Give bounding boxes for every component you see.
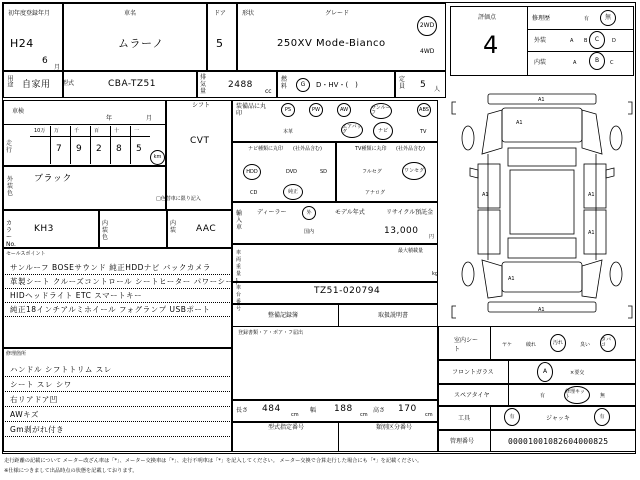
diagram-mark-4: A1 (482, 192, 489, 198)
exterior-circle-text: C (594, 36, 600, 43)
first-reg-label: 初年度登録年月 (8, 10, 51, 17)
diagram-wheel-fr (610, 126, 622, 150)
navi-hdd (243, 164, 261, 180)
sales-line: 革製シート クルーズコントロール シートヒーター パワーシート (10, 277, 242, 286)
seat-tobacco-circle (600, 334, 616, 352)
dealer-label: ディーラー (257, 209, 287, 216)
navi-oem (283, 184, 303, 200)
car-name-value: ムラーノ (118, 37, 164, 50)
recycle-yen: 円 (429, 234, 435, 240)
km-text: km (153, 154, 162, 160)
tools-circle (504, 408, 520, 426)
usage-value: 自家用 (22, 80, 51, 90)
diagram-wheel-rr (610, 262, 622, 286)
sales-rule (3, 302, 232, 303)
doors-label: ドア (214, 10, 226, 17)
doors-value: 5 (216, 37, 224, 50)
drive-2wd-circle (417, 16, 437, 36)
digit-header: 万 (54, 128, 60, 134)
equip-tv: TV (420, 129, 427, 135)
repair-label: 修理歴 (532, 15, 551, 22)
sales-label: セールスポイント (6, 251, 46, 257)
chassis-label: 車台番号 (236, 285, 242, 312)
seat-opt-2: 破れ (526, 342, 537, 348)
tv-oneseg (402, 162, 426, 180)
max-load-label: 最大積載量 (398, 248, 424, 254)
grade-row1 (527, 29, 634, 30)
color-no-value: KH3 (34, 224, 54, 234)
spare-kit-circle (564, 386, 590, 404)
interior-color-label: 内装色 (102, 220, 109, 241)
class-label: 類別区分番号 (376, 424, 413, 431)
digit-value: 8 (116, 144, 123, 154)
usage-label: 用途 (6, 75, 13, 87)
equip-aw-text: AW (339, 106, 349, 113)
mgmt-value: 00001001082604000825 (508, 437, 609, 446)
equip-sunroof-text: サンルーフ (371, 105, 391, 116)
grade-value: 250XV Mode-Bianco (277, 38, 386, 49)
spare-label: スペアタイヤ (454, 392, 490, 399)
spare-yes: 有 (540, 393, 546, 399)
diagram-front-doors-right (584, 164, 606, 208)
fuel-label: 燃料 (281, 76, 288, 90)
defect-rule (3, 406, 232, 407)
repair-yes: 有 (584, 16, 590, 22)
digit-header: 10万 (34, 128, 46, 134)
diagram-front-fenders (482, 110, 602, 154)
digit-header: 一 (134, 128, 140, 134)
seat-divider (490, 326, 491, 360)
width-label: 幅 (310, 407, 317, 414)
equip-leather: 本革 (283, 129, 294, 135)
first-reg-year: H24 (10, 37, 34, 50)
equip-abs (417, 103, 431, 117)
equip-pw (309, 103, 323, 117)
capacity-unit: 人 (434, 86, 441, 93)
shift-label: シフト (192, 102, 211, 109)
jack-circle-text: 有 (599, 413, 605, 420)
seat-tobacco-text: タバコ (601, 337, 611, 348)
exterior-d: D (612, 38, 616, 44)
length-value: 484 (262, 404, 281, 414)
sales-rule (3, 274, 232, 275)
recycle-label: リサイクル預託金 (386, 209, 434, 216)
reg-docs-label: 登録書類・ア・ボア・フ届出 (238, 330, 304, 336)
trim-value: AAC (196, 224, 217, 234)
first-reg-month: 6 (42, 56, 49, 66)
width-unit: cm (360, 412, 368, 418)
color-block (3, 166, 166, 210)
exterior-label: 外装 (534, 37, 547, 44)
equip-ps (281, 103, 295, 117)
service-hr (232, 326, 438, 327)
mgmt-label: 管理番号 (450, 438, 475, 445)
seat-dirty-circle (550, 334, 566, 352)
defect-rule (3, 421, 232, 422)
import-label: 輸入車 (236, 210, 243, 231)
interior-c: C (610, 60, 614, 66)
height-value: 170 (398, 404, 417, 414)
repair-no-circle (600, 10, 616, 26)
tools-circle-text: 有 (509, 413, 515, 420)
diagram-rear-window (508, 238, 576, 258)
defect-rule (3, 376, 232, 377)
fuel-gas-circle (296, 78, 310, 92)
windshield-a-circle (537, 362, 553, 382)
sales-line: 純正18インチアルミホイール フォグランプ USBポート (10, 305, 211, 314)
digit-divider (130, 126, 131, 164)
diagram-front-doors-left (478, 164, 500, 208)
tv-sub: (社外品含む) (396, 146, 425, 152)
windshield-label: フロントガラス (452, 369, 494, 376)
digit-value: 7 (56, 144, 63, 154)
length-unit: cm (291, 412, 299, 418)
mileage-block (3, 100, 166, 166)
displacement-label: 排気量 (200, 74, 207, 95)
inspection-year-unit: 年 (106, 115, 113, 122)
service-label: 整備記録簿 (268, 312, 299, 319)
digit-divider (70, 126, 71, 164)
tools-label: 工具 (458, 415, 471, 422)
diagram-rear-doors-left (478, 210, 500, 254)
equip-abs-text: ABS (419, 106, 429, 113)
car-diagram (448, 84, 636, 324)
exterior-a: A (570, 38, 574, 44)
equip-navi (373, 122, 393, 140)
shift-value: CVT (190, 136, 210, 146)
score-label: 評価点 (478, 14, 497, 21)
displacement-value: 2488 (228, 80, 253, 90)
diagram-mark-3: A1 (516, 120, 523, 126)
digit-divider (110, 126, 111, 164)
service-divider (338, 304, 339, 326)
navi-cd: CD (250, 190, 258, 196)
sales-line: サンルーフ BOSEサウンド 純正HDDナビ バックカメラ (10, 263, 211, 272)
mileage-section-label: 走行 (6, 140, 13, 154)
jack-label: ジャッキ (546, 415, 570, 422)
windshield-a-text: A (542, 368, 548, 375)
navi-dvd: DVD (286, 169, 298, 175)
defect-line: シート スレ シワ (10, 380, 72, 389)
model-year-label: モデル年式 (335, 209, 365, 216)
equip-sunroof (370, 103, 392, 119)
seat-label: 室内シート (454, 337, 479, 353)
sales-rule (3, 316, 232, 317)
form-label: 型式指定番号 (268, 424, 305, 431)
exterior-b: B (584, 38, 588, 44)
color-value: ブラック (34, 174, 72, 184)
mileage-divider (3, 124, 166, 125)
shape-label: 形状 (242, 10, 255, 17)
navi-oem-text: 純正 (287, 188, 298, 195)
equip-navi-text: ナビ (377, 127, 388, 134)
seat-opt-4: 臭い (580, 342, 591, 348)
recycle-amount: 13,000 (384, 226, 419, 236)
car-name-label: 車名 (124, 10, 137, 17)
interior-a: A (573, 60, 577, 66)
mgmt-divider (490, 430, 491, 452)
defect-label: 修理箇所 (6, 351, 27, 357)
height-label: 高さ (373, 407, 386, 414)
cc-label: cc (265, 88, 272, 95)
diagram-wheel-fl (462, 126, 474, 150)
footer-line1: 走行距離の記載について メーター改ざん車は「*」、メーター交換車は「*」、走行不明車は「*」を記入してください。 メーター交換で合算走行した場合にも「*」を記載ください。 (4, 458, 423, 464)
digit-header: 千 (74, 128, 80, 134)
diagram-roof (510, 170, 574, 234)
digit-header: 百 (94, 128, 100, 134)
drive-4wd-label: 4WD (420, 48, 435, 55)
first-reg-month-unit: 月 (54, 64, 61, 71)
exterior-circle (589, 31, 605, 49)
diagram-windshield (508, 148, 576, 166)
defect-line: ハンドル シフトトリム スレ (10, 365, 112, 374)
tv-label: TV種類に丸印 (355, 146, 387, 152)
defect-line: 右リアドア凹 (10, 395, 58, 404)
width-value: 188 (334, 404, 353, 414)
tv-analog: アナログ (365, 190, 386, 196)
spare-no: 無 (600, 393, 606, 399)
fuel-gas-text: G (300, 81, 306, 88)
inspection-month-unit: 月 (146, 115, 153, 122)
dealer-circle (302, 206, 316, 220)
equipment-label: 装備品に丸印 (236, 103, 267, 117)
height-unit: cm (425, 412, 433, 418)
diagram-side-mirrors (470, 168, 614, 178)
diagram-mark-1: A1 (538, 97, 545, 103)
defect-line: Gm剥がれ付き (10, 425, 65, 434)
equip-ps-text: PS (284, 106, 292, 113)
navi-sub: (社外品含む) (293, 146, 322, 152)
windshield-opt-2: ×要交 (570, 370, 585, 376)
tv-fullseg: フルセグ (362, 169, 382, 175)
digit-header-rule (30, 136, 150, 137)
digit-divider (50, 126, 51, 164)
km-circle (150, 150, 165, 165)
diagram-mark-5: A1 (588, 192, 595, 198)
navi-label: ナビ種類に丸印 (248, 146, 284, 152)
diagram-wheel-rl (462, 262, 474, 286)
equip-pw-text: PW (312, 106, 320, 113)
grade-row2 (527, 51, 634, 52)
digit-value: 9 (76, 144, 83, 154)
interior-circle-text: B (594, 57, 600, 64)
model-label: 型式 (62, 80, 75, 87)
dealer-domestic: 国内 (304, 229, 315, 235)
diagram-mark-2: A1 (538, 307, 545, 313)
tv-oneseg-text: ワンセグ (403, 167, 424, 174)
capacity-value: 5 (420, 80, 427, 90)
defect-line: AWキズ (10, 410, 39, 419)
digit-value: 5 (136, 144, 143, 154)
chassis-no: TZ51-020794 (314, 286, 381, 296)
defect-rule (3, 436, 232, 437)
max-load-unit: kg (432, 271, 439, 277)
color-label: 外装色 (7, 176, 14, 197)
windshield-divider (508, 360, 509, 384)
interior-label: 内装 (534, 59, 547, 66)
diagram-mark-6: A1 (588, 230, 595, 236)
spare-kit-text: 修理キット (565, 389, 585, 400)
digit-divider (90, 126, 91, 164)
capacity-label: 定員 (399, 76, 406, 90)
seat-opt-1: ヤケ (502, 342, 513, 348)
shift-cell (166, 100, 232, 210)
length-label: 長さ (236, 407, 249, 414)
equip-aw (337, 103, 351, 117)
defect-rule (3, 391, 232, 392)
diagram-hood (502, 108, 582, 142)
grade-label: グレード (325, 10, 350, 17)
tools-divider (490, 406, 491, 430)
fuel-options: D・HV・( ) (316, 81, 358, 89)
diagram-mark-7: A1 (508, 276, 515, 282)
jack-circle (594, 408, 610, 426)
navi-hdd-text: HDD (246, 168, 258, 175)
dealer-circle-text: 外 (306, 209, 312, 216)
manual-label: 取扱説明書 (378, 312, 409, 319)
seat-dirty-text: 汚れ (552, 339, 563, 346)
sales-line: HIDヘッドライト ETC スマートキー (10, 291, 143, 300)
color-note: □色替車に限り記入 (156, 196, 201, 202)
color-no-label: カラーNo. (6, 220, 16, 248)
spare-divider (508, 384, 509, 406)
model-value: CBA-TZ51 (108, 79, 156, 89)
repair-no-text: 無 (604, 14, 611, 21)
score-value: 4 (483, 31, 499, 59)
grade-divider (527, 6, 528, 76)
digit-header: 十 (114, 128, 120, 134)
equip-airbag (341, 122, 363, 138)
form-divider (338, 422, 339, 452)
drive-2wd-text: 2WD (419, 22, 435, 29)
inspection-label: 車検 (12, 108, 25, 115)
equip-airbag-text: エアバッグ (342, 124, 362, 135)
weight-label: 車両重量 (236, 250, 242, 277)
sales-rule (3, 288, 232, 289)
navi-sd: SD (320, 169, 328, 175)
trim-label: 内装 (170, 220, 177, 234)
interior-circle (589, 52, 605, 70)
digit-value: 2 (96, 144, 103, 154)
footer-line2: ※仕様につきまして出品時点の状態を記載しております。 (4, 468, 138, 474)
